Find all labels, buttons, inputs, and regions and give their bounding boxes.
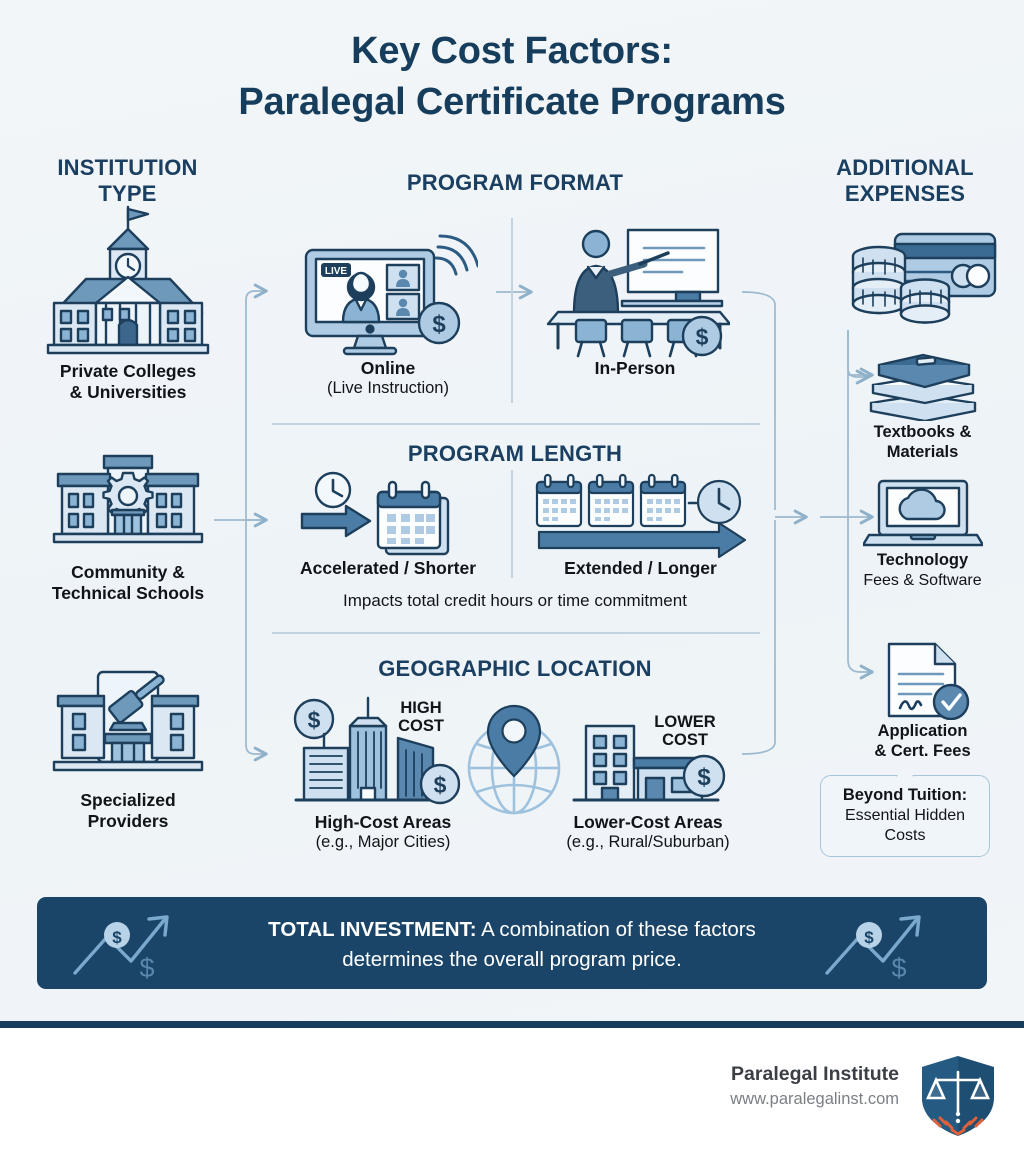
footer-separator-bar (0, 1021, 1024, 1028)
program-length-heading: PROGRAM LENGTH (407, 441, 623, 466)
footer-brand-name: Paralegal Institute (731, 1063, 899, 1085)
inst-0-line2: & Universities (69, 382, 187, 402)
inst-0-line1: Private Colleges (59, 361, 197, 381)
expense-label-technology (830, 551, 1015, 590)
exp-2-line1: Technology (876, 551, 969, 569)
books-stack-icon (863, 345, 983, 421)
expense-item-payment[interactable] (830, 228, 1015, 326)
format-label-online (288, 358, 488, 399)
svg-text:$: $ (433, 772, 447, 798)
length-label-extended (533, 558, 748, 579)
expense-label-textbooks (830, 423, 1015, 463)
inst-2-line1: Specialized (80, 790, 176, 810)
growth-chart-dollar-icon (61, 905, 211, 985)
geo-label-high-cost (283, 812, 483, 853)
geo-item-lower-cost[interactable] (548, 692, 748, 853)
svg-text:$: $ (139, 953, 155, 983)
svg-text:$: $ (432, 311, 446, 338)
divider-length-geography (272, 632, 760, 634)
geo-1-label: Lower-Cost Areas (573, 812, 723, 832)
shield-scales-laurel-logo (912, 1050, 1004, 1142)
tag-high-line1: HIGH (400, 699, 442, 717)
expense-item-textbooks[interactable] (830, 345, 1015, 463)
exp-1-line2: Materials (886, 442, 959, 461)
tag-high-line2: COST (398, 717, 444, 736)
geographic-location-heading: GEOGRAPHIC LOCATION (378, 656, 652, 681)
fmt-0-label: Online (360, 358, 416, 378)
svg-text:$: $ (864, 928, 874, 947)
community-school-gear-icon (48, 448, 208, 558)
exp-2-line2: Fees & Software (863, 571, 982, 589)
svg-text:$: $ (891, 953, 907, 983)
banner-rest: A combination of these factors determines the overall program price. (342, 918, 756, 971)
exp-1-line1: Textbooks & (873, 423, 972, 441)
calendars-clock-arrow-icon (533, 470, 748, 558)
length-label-accelerated (283, 558, 493, 579)
title-line-2: Paralegal Certificate Programs (238, 80, 786, 123)
university-building-icon (40, 205, 216, 357)
laptop-cloud-icon (863, 475, 983, 549)
format-label-in-person (535, 358, 735, 379)
institution-label-specialized-providers (18, 790, 238, 832)
geo-1-sub: (e.g., Rural/Suburban) (566, 833, 730, 851)
total-investment-banner (37, 897, 987, 989)
divider-format-length (272, 423, 760, 425)
institution-item-community-schools[interactable] (18, 448, 238, 604)
svg-text:LIVE: LIVE (324, 266, 348, 277)
inst-1-line1: Community & (71, 562, 185, 582)
document-signature-check-icon (871, 640, 975, 720)
suburban-building-dollar-icon (558, 692, 738, 812)
classroom-instructor-icon (540, 218, 730, 358)
additional-heading-line-2: EXPENSES (844, 180, 966, 206)
length-item-accelerated[interactable] (283, 470, 493, 579)
format-item-in-person[interactable] (535, 218, 735, 379)
callout-line1: Beyond Tuition: (842, 786, 968, 804)
exp-3-line1: Application (877, 722, 968, 740)
institution-column-heading (20, 155, 235, 206)
courthouse-gavel-icon (48, 668, 208, 786)
fmt-0-sub: (Live Instruction) (327, 379, 449, 397)
institution-item-specialized-providers[interactable] (18, 668, 238, 832)
additional-heading-line-1: ADDITIONAL (836, 155, 974, 180)
geo-0-sub: (e.g., Major Cities) (315, 833, 451, 851)
institution-heading-line-2: TYPE (98, 180, 157, 206)
additional-column-heading (795, 155, 1015, 206)
growth-chart-dollar-icon (813, 905, 963, 985)
len-1-label: Extended / Longer (564, 558, 717, 578)
credit-card-coins-icon (847, 228, 999, 324)
inst-2-line2: Providers (87, 811, 169, 831)
svg-text:$: $ (697, 764, 711, 791)
svg-text:$: $ (307, 707, 321, 733)
online-monitor-live-icon (298, 218, 478, 358)
divider-accelerated-extended (511, 470, 513, 578)
length-item-extended[interactable] (533, 470, 748, 579)
callout-notch (896, 768, 914, 777)
institution-label-private-colleges (18, 361, 238, 403)
institution-item-private-colleges[interactable] (18, 205, 238, 403)
inst-1-line2: Technical Schools (51, 583, 205, 603)
tag-low-line2: COST (662, 731, 708, 750)
program-format-heading: PROGRAM FORMAT (406, 170, 624, 195)
institution-heading-line-1: INSTITUTION (57, 155, 198, 180)
clock-arrow-calendar-icon (288, 470, 488, 558)
page-title (0, 26, 1024, 127)
svg-text:$: $ (112, 928, 122, 947)
callout-line3: Hidden Costs (884, 806, 966, 844)
institution-label-community-schools (18, 562, 238, 604)
exp-3-line2: & Cert. Fees (874, 741, 971, 760)
title-line-1: Key Cost Factors: (351, 30, 673, 72)
expense-item-application-fees[interactable] (830, 640, 1015, 762)
footer-url[interactable]: www.paralegalinst.com (730, 1090, 899, 1108)
beyond-tuition-callout (820, 775, 990, 857)
svg-text:$: $ (695, 324, 709, 350)
banner-text (217, 915, 807, 974)
fmt-1-label: In-Person (594, 358, 676, 378)
len-0-label: Accelerated / Shorter (299, 558, 477, 578)
format-item-online[interactable] (288, 218, 488, 399)
high-cost-tag (386, 699, 456, 736)
callout-line2: Essential (844, 806, 910, 824)
divider-online-inperson (511, 218, 513, 403)
expense-item-technology[interactable] (830, 475, 1015, 590)
geo-label-lower-cost (548, 812, 748, 853)
geo-0-label: High-Cost Areas (314, 812, 452, 832)
expense-label-application-fees (830, 722, 1015, 762)
banner-strong: TOTAL INVESTMENT: (268, 918, 477, 941)
tag-low-line1: LOWER (654, 713, 716, 731)
length-note: Impacts total credit hours or time commitment (343, 591, 687, 610)
